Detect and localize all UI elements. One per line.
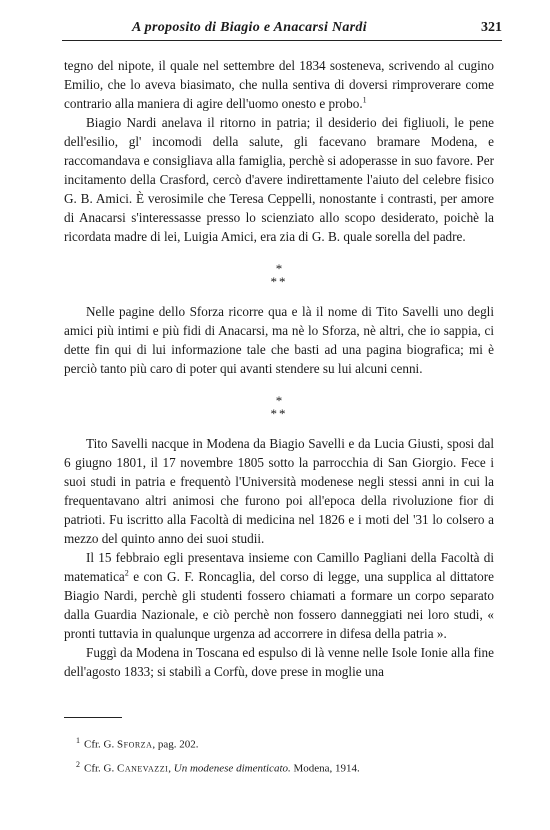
footnote-rule [64,717,122,718]
asterism-top: * [275,261,283,276]
footnote-mark: 1 [76,736,80,745]
footnote: $^2$ Cfr. G. Canevazzi, Un modenese dimenticato. Modena, 1914. [76,759,360,775]
section-separator [64,394,494,420]
footnote: $^1$ Cfr. G. Sforza, pag. 202. [76,736,199,751]
asterism-top: * [275,393,283,408]
asterism-bottom: ** [270,406,288,421]
paragraph-continuation: tegno del nipote, il quale nel settembre del 1834 sosteneva, scrivendo al cugino Emilio, che lo aveva biasimato, che nulla sentiva di doversi rimproverare come contrario alla maniera di agire dell'uomo onesto e probo.$^1$ [64,58,494,111]
body-text [64,56,494,681]
section-separator [64,262,494,288]
page-header [62,18,502,44]
header-rule [62,40,502,41]
paragraph: Il 15 febbraio egli presentava insieme con Camillo Pagliani della Facoltà di matematica$^2$ e con G. F. Roncaglia, del corso di legge, una supplica al dittatore Biagio Nardi, perchè gli studenti fossero chiamati a formare un corpo separato dalla Guardia Nazionale, e ciò perchè non fossero danneggiati nei loro studi, « pronti tuttavia in qualunque urgenza ad accorrere in difesa della patria ». [64,550,495,641]
footnote-ref: 2 [124,568,129,578]
paragraph: Biagio Nardi anelava il ritorno in patria; il desiderio dei figliuoli, le pene dell'esilio, gl' incomodi della salute, gli facevano bramare Modena, e raccomandava e consigliava alla famiglia, perchè si adoperasse in suo favore. Per incitamento della Crasford, cercò d'avere indirettamente l'aiuto del celebre fisico G. B. Amici. È verosimile che Teresa Ceppelli, nonostante i contrasti, per amore di Anacarsi s'interessasse presso lo scienziato allo scopo desiderato, poichè la ricordata madre di lei, Luigia Amici, era zia di G. B. quale sorella del padre. [64,115,494,244]
paragraph: Nelle pagine dello Sforza ricorre qua e là il nome di Tito Savelli uno degli amici più intimi e più fidi di Anacarsi, ma nè lo Sforza, nè altri, che io sappia, ci dette fin qui di lui informazione tale che basti ad una pagina biografica; mi è perciò tanto più caro di poter qui avanti stendere su lui alcuni cenni. [64,304,494,376]
asterism-bottom: ** [270,274,288,289]
paragraph: Tito Savelli nacque in Modena da Biagio Savelli e da Lucia Giusti, sposi dal 6 giugno 1801, il 17 novembre 1805 sotto la parrocchia di San Giorgio. Fece i suoi studi in patria e frequentò l'Università modenese negli stessi anni in cui la frequentavano altri animosi che furono poi all'epoca della rivoluzione fior di patrioti. Fu iscritto alla Facoltà di medicina nel 1826 e i moti del '31 lo colsero a mezzo del quinto anno dei suoi studii. [64,436,494,546]
footnote-mark: 2 [76,759,80,769]
footnote-ref: 1 [362,95,367,105]
footnotes [64,733,484,780]
page-number: 321 [481,20,502,35]
paragraph: Fuggì da Modena in Toscana ed espulso di là venne nelle Isole Ionie alla fine dell'agosto 1833; si stabilì a Corfù, dove prese in moglie una [64,645,494,679]
running-title: A proposito di Biagio e Anacarsi Nardi [132,20,367,35]
